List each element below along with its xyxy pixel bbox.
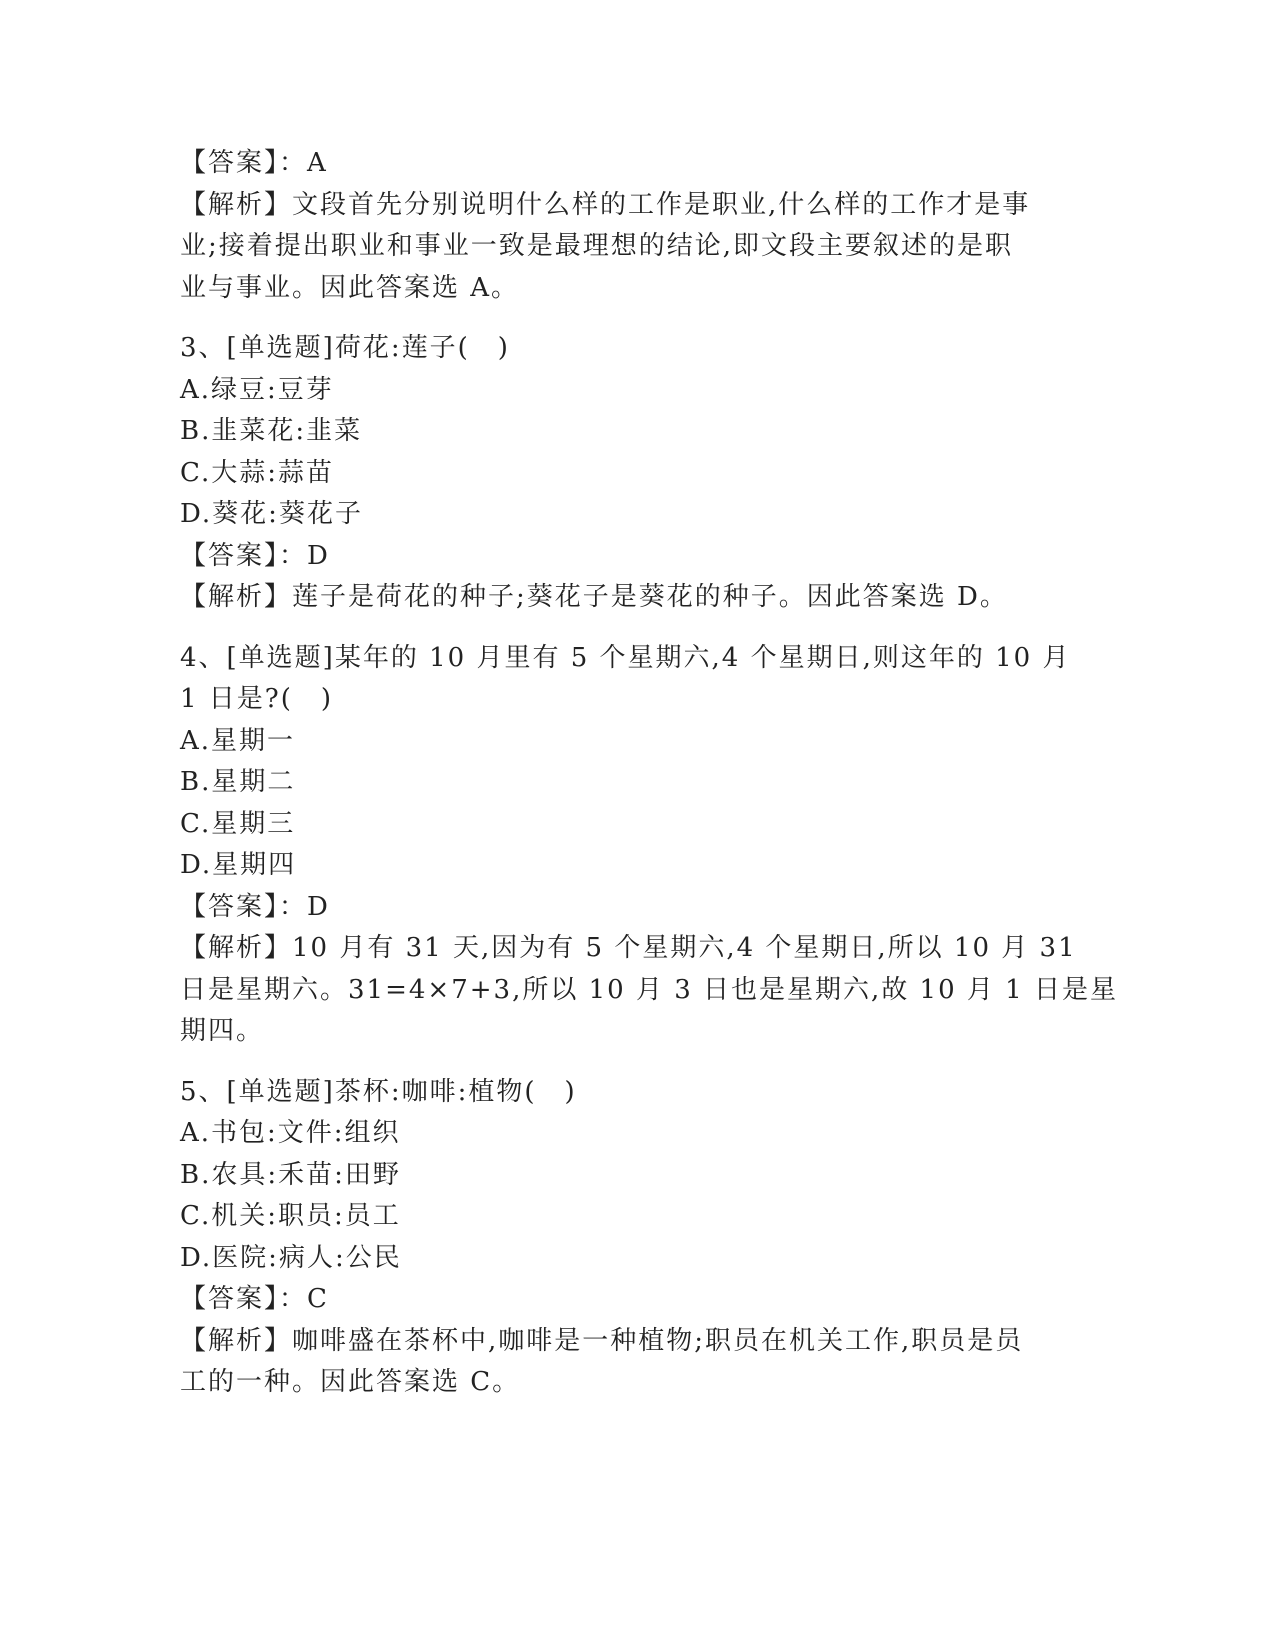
answer-line xyxy=(180,887,1050,929)
answer-label: 【答案】： xyxy=(180,540,308,571)
answer-line xyxy=(180,1279,1050,1321)
analysis-line xyxy=(180,185,1050,227)
option-d: D.星期四 xyxy=(180,850,297,880)
analysis-label: 【解析】 xyxy=(180,933,293,963)
question-stem: 3、[单选题]荷花:莲子( ) xyxy=(180,333,510,363)
analysis-line xyxy=(180,1321,1050,1363)
answer-label: 【答案】： xyxy=(180,1284,308,1314)
answer-label: 【答案】： xyxy=(180,148,308,178)
question-stem: 1 日是?( ) xyxy=(180,684,334,714)
answer-value: A xyxy=(307,148,328,178)
question-2-tail xyxy=(180,143,1050,309)
analysis-text: 咖啡盛在茶杯中,咖啡是一种植物;职员在机关工作,职员是员 xyxy=(292,1325,1024,1356)
option-c: C.机关:职员:员工 xyxy=(180,1201,401,1231)
question-stem: 5、[单选题]茶杯:咖啡:植物( ) xyxy=(180,1076,577,1107)
analysis-text: 10 月有 31 天,因为有 5 个星期六,4 个星期日,所以 10 月 31 xyxy=(292,933,1077,963)
answer-value: D xyxy=(307,540,330,571)
question-3 xyxy=(180,328,1050,619)
option-b: B.星期二 xyxy=(180,767,296,797)
answer-label: 【答案】： xyxy=(180,891,308,922)
analysis-label: 【解析】 xyxy=(180,189,293,220)
answer-line xyxy=(180,143,1050,185)
option-c: C.星期三 xyxy=(180,808,296,839)
option-d: D.医院:病人:公民 xyxy=(180,1242,402,1273)
question-4 xyxy=(180,638,1118,1053)
option-b: B.韭菜花:韭菜 xyxy=(180,416,363,446)
analysis-text: 业与事业。因此答案选 A。 xyxy=(180,272,520,303)
analysis-text: 业;接着提出职业和事业一致是最理想的结论,即文段主要叙述的是职 xyxy=(180,231,1014,261)
answer-value: D xyxy=(307,891,330,922)
analysis-label: 【解析】 xyxy=(180,582,293,612)
document-page xyxy=(180,143,1118,1404)
option-a: A.书包:文件:组织 xyxy=(180,1118,401,1148)
analysis-text: 日是星期六。31=4×7+3,所以 10 月 3 日也是星期六,故 10 月 1 日是星 xyxy=(180,974,1118,1005)
option-a: A.星期一 xyxy=(180,725,296,756)
question-stem: 4、[单选题]某年的 10 月里有 5 个星期六,4 个星期日,则这年的 10 月 xyxy=(180,642,1071,673)
option-a: A.绿豆:豆芽 xyxy=(180,374,334,405)
option-b: B.农具:禾苗:田野 xyxy=(180,1159,401,1190)
analysis-text: 文段首先分别说明什么样的工作是职业,什么样的工作才是事 xyxy=(292,189,1031,220)
analysis-text: 莲子是荷花的种子;葵花子是葵花的种子。因此答案选 D。 xyxy=(292,582,1008,612)
analysis-line xyxy=(180,577,1050,619)
option-c: C.大蒜:蒜苗 xyxy=(180,457,334,488)
analysis-text: 期四。 xyxy=(180,1016,265,1046)
answer-line xyxy=(180,536,1050,578)
answer-value: C xyxy=(307,1284,329,1314)
option-d: D.葵花:葵花子 xyxy=(180,499,363,529)
analysis-label: 【解析】 xyxy=(180,1325,293,1356)
analysis-line xyxy=(180,928,1077,970)
analysis-text: 工的一种。因此答案选 C。 xyxy=(180,1367,521,1397)
question-5 xyxy=(180,1072,1050,1404)
